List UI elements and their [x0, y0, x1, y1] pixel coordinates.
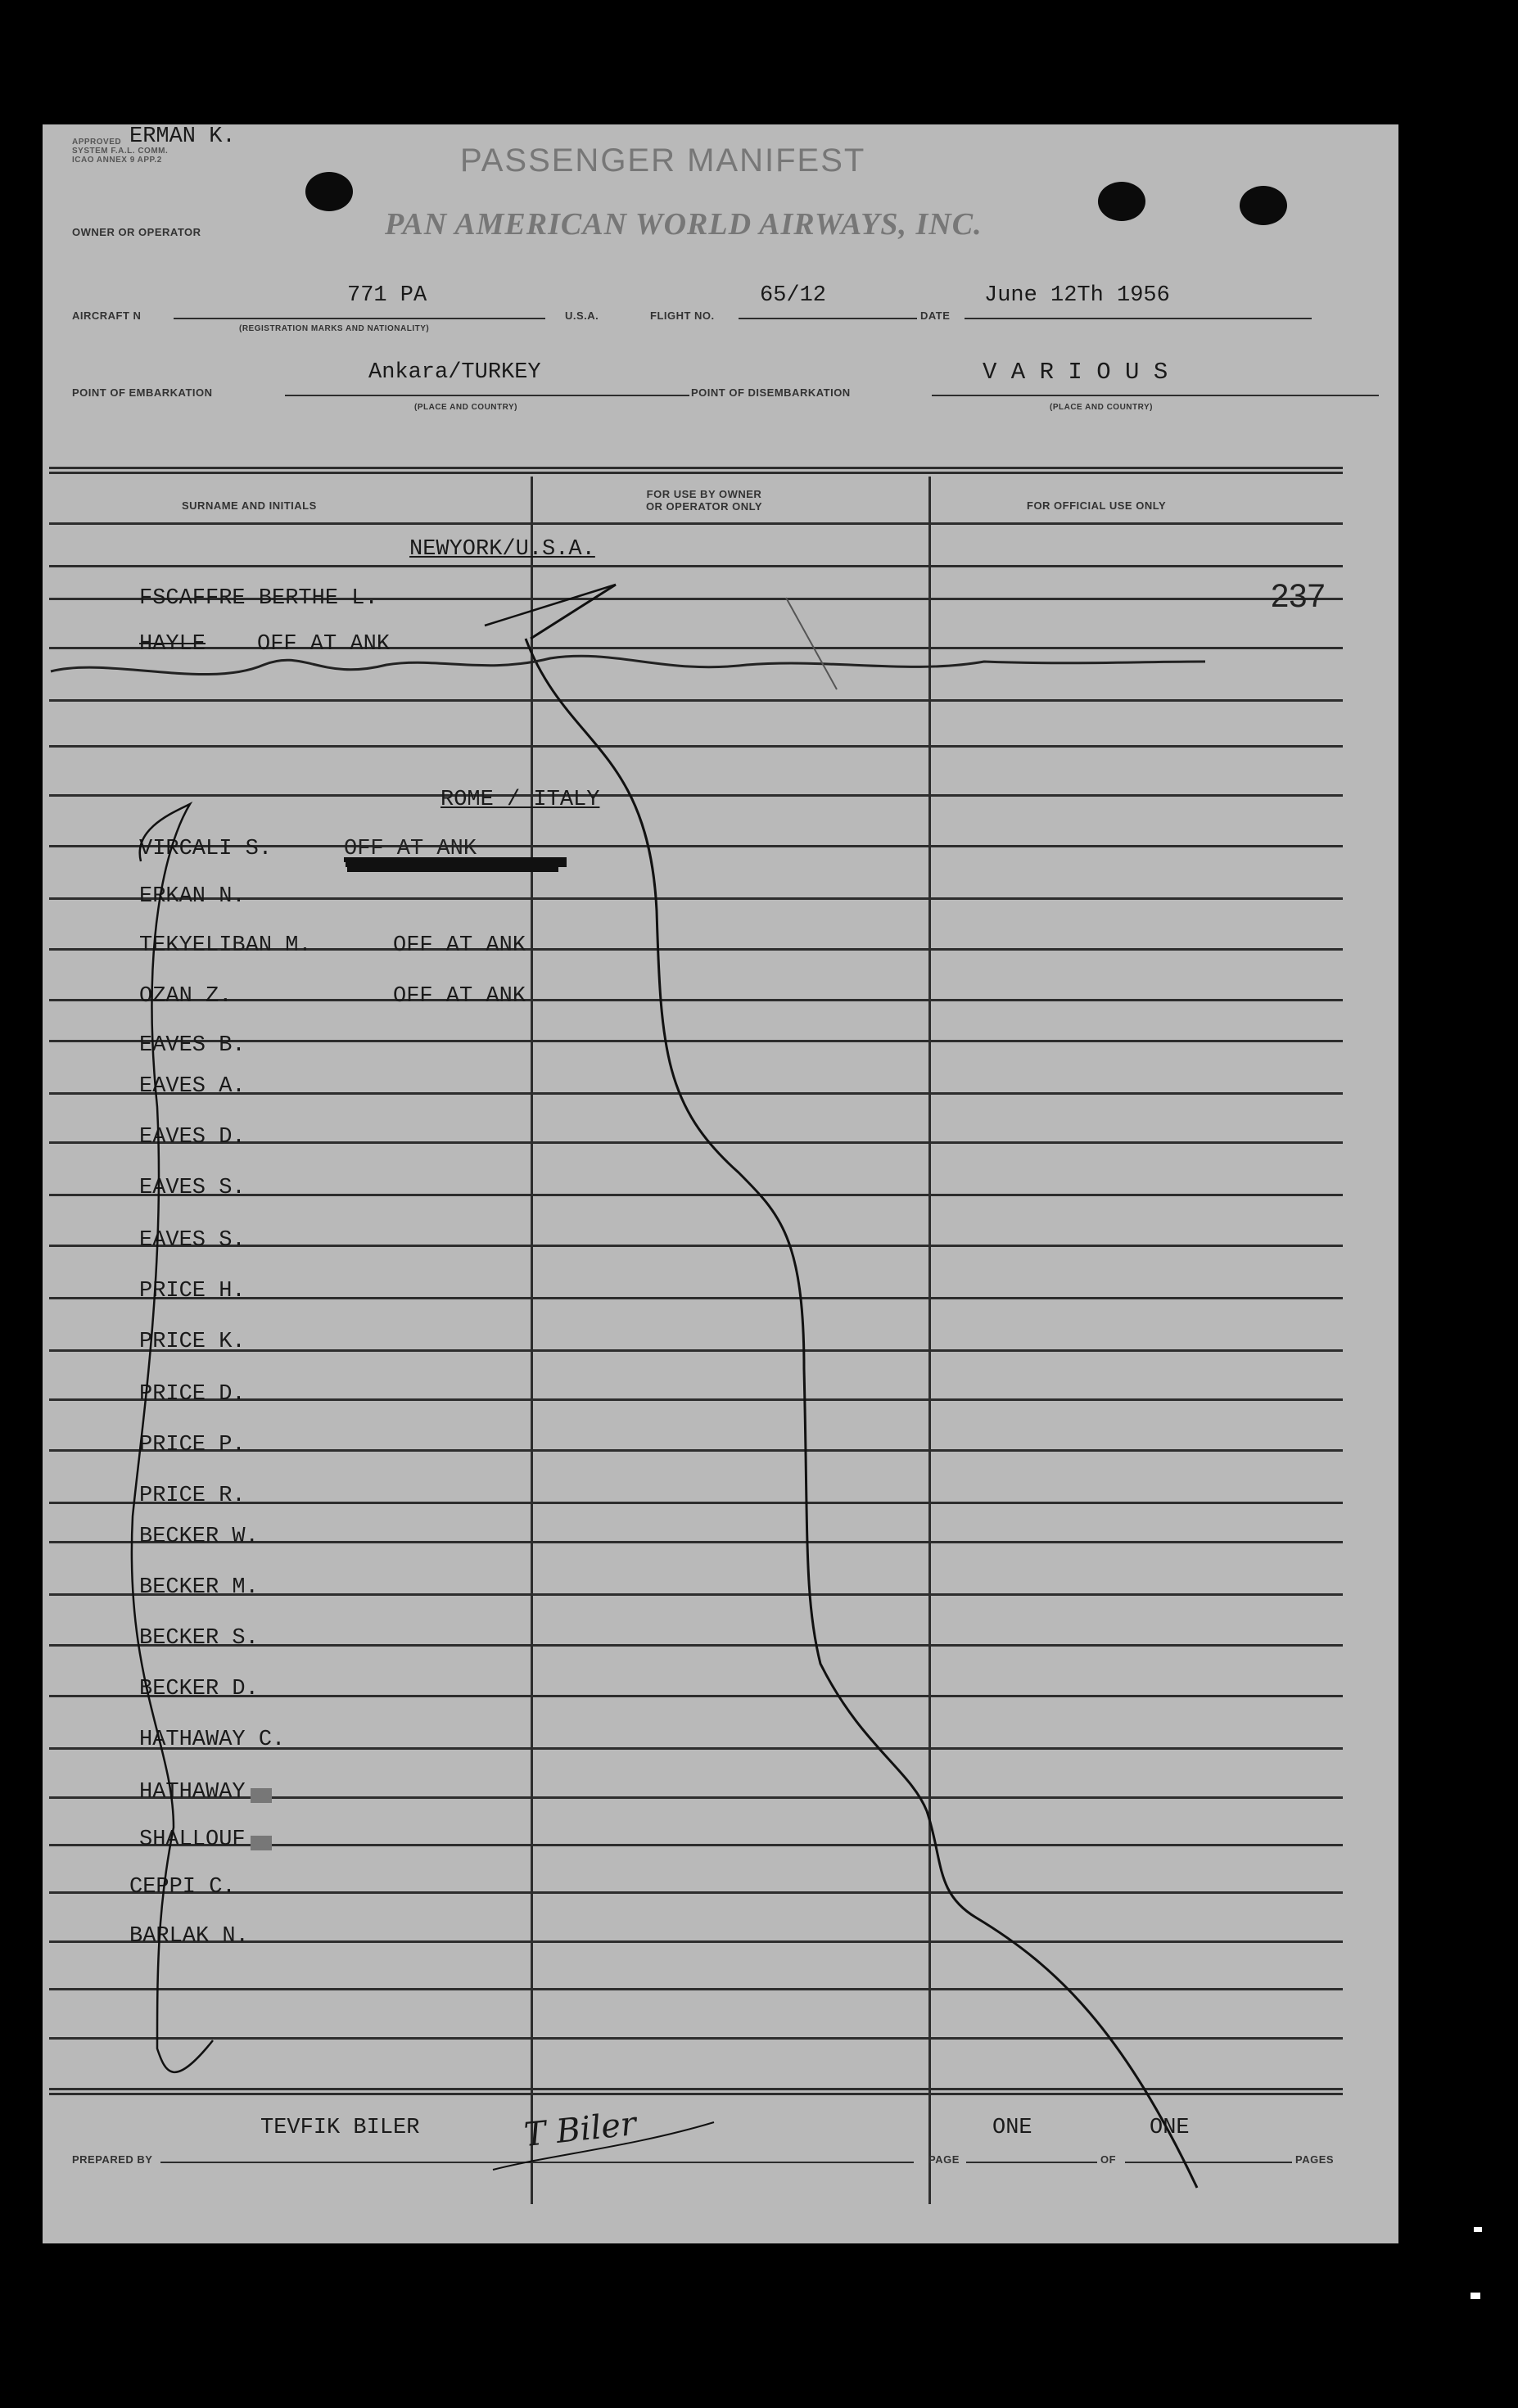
- page-total-value: ONE: [1150, 2116, 1190, 2140]
- strike-line: [51, 656, 1205, 674]
- date-label: DATE: [920, 309, 951, 322]
- operator-name: PAN AMERICAN WORLD AIRWAYS, INC.: [385, 207, 983, 242]
- official-number: 237: [1271, 578, 1326, 614]
- embark-label: POINT OF EMBARKATION: [72, 386, 213, 399]
- passenger-name: VIRCALI S.: [139, 837, 273, 861]
- embark-note: (PLACE AND COUNTRY): [414, 403, 517, 412]
- passenger-name: BECKER D.: [139, 1677, 259, 1701]
- disembark-value: V A R I O U S: [983, 359, 1168, 386]
- passenger-name: ERKAN N.: [139, 884, 246, 909]
- pen-line-long: [526, 639, 1197, 2188]
- passenger-note: OFF AT ANK: [257, 632, 391, 657]
- disembark-note: (PLACE AND COUNTRY): [1050, 403, 1153, 412]
- embark-value: Ankara/TURKEY: [368, 360, 541, 385]
- pen-line-branch: [485, 585, 616, 626]
- aircraft-label: AIRCRAFT N: [72, 309, 142, 322]
- passenger-name: PRICE D.: [139, 1382, 246, 1407]
- flight-label: FLIGHT NO.: [650, 309, 715, 322]
- manifest-sheet: [43, 124, 1398, 2243]
- usa-label: U.S.A.: [565, 309, 599, 322]
- passenger-name: CEPPI C.: [129, 1875, 236, 1900]
- passenger-name: BECKER S.: [139, 1626, 259, 1651]
- col-owner-header-line: OR OPERATOR ONLY: [645, 500, 763, 513]
- col-official-header: FOR OFFICIAL USE ONLY: [1027, 499, 1167, 512]
- passenger-name: EAVES B.: [139, 1033, 246, 1058]
- passenger-name: TEKYELIBAN M.: [139, 933, 312, 958]
- page-value: ONE: [992, 2116, 1032, 2140]
- passenger-name: PRICE H.: [139, 1279, 246, 1303]
- passenger-name: PRICE R.: [139, 1484, 246, 1508]
- passenger-name: PRICE K.: [139, 1330, 246, 1354]
- passenger-name: SHALLOUF: [139, 1827, 246, 1852]
- passenger-name: HATHAWAY C.: [139, 1728, 286, 1752]
- signature: T Biler: [522, 2104, 639, 2155]
- passenger-note: OFF AT ANK: [393, 933, 526, 958]
- prepared-by-label: PREPARED BY: [72, 2153, 153, 2166]
- approved-line: APPROVED: [72, 138, 122, 147]
- section-label: NEWYORK/U.S.A.: [409, 537, 595, 562]
- pen-line-branch: [531, 585, 616, 639]
- pen-scribble: [344, 860, 567, 870]
- edge-mark: [1471, 2293, 1480, 2299]
- pen-line-left: [132, 804, 213, 2072]
- signature-flourish: [493, 2122, 714, 2170]
- passenger-name: FSCAFFRE BERTHE L.: [139, 586, 378, 611]
- passenger-name: BECKER W.: [139, 1525, 259, 1549]
- pen-marks: [43, 124, 1398, 2243]
- aircraft-value: 771 PA: [347, 283, 427, 308]
- disembark-label: POINT OF DISEMBARKATION: [691, 386, 851, 399]
- col-surname-header: SURNAME AND INITIALS: [182, 499, 317, 512]
- passenger-name: EAVES S.: [139, 1228, 246, 1253]
- page-label: PAGE: [928, 2153, 960, 2166]
- passenger-name: EAVES D.: [139, 1125, 246, 1150]
- approved-line: ICAO ANNEX 9 APP.2: [72, 156, 162, 165]
- passenger-name: OZAN Z.: [139, 984, 233, 1009]
- approved-line: SYSTEM F.A.L. COMM.: [72, 147, 169, 156]
- pages-label: PAGES: [1295, 2153, 1335, 2166]
- date-value: June 12Th 1956: [984, 283, 1170, 308]
- passenger-name: BECKER M.: [139, 1575, 259, 1600]
- col-owner-header-line: FOR USE BY OWNER: [646, 488, 762, 500]
- passenger-name: BARLAK N.: [129, 1924, 249, 1949]
- page-title: PASSENGER MANIFEST: [460, 142, 866, 178]
- passenger-name: ERMAN K.: [129, 124, 236, 149]
- passenger-note: OFF AT ANK: [344, 837, 477, 861]
- passenger-name: HATHAWAY: [139, 1780, 246, 1805]
- prepared-by-value: TEVFIK BILER: [260, 2116, 420, 2140]
- flight-value: 65/12: [760, 283, 827, 308]
- of-label: OF: [1100, 2153, 1117, 2166]
- registration-note: (REGISTRATION MARKS AND NATIONALITY): [239, 324, 430, 333]
- passenger-name: PRICE P.: [139, 1433, 246, 1457]
- operator-label: OWNER OR OPERATOR: [72, 226, 201, 238]
- pen-tick: [786, 598, 837, 689]
- section-label: ROME / ITALY: [440, 788, 600, 812]
- passenger-name: EAVES S.: [139, 1176, 246, 1200]
- passenger-name: HAYLE: [139, 632, 206, 657]
- passenger-name: EAVES A.: [139, 1074, 246, 1099]
- edge-mark: [1474, 2227, 1482, 2232]
- passenger-note: OFF AT ANK: [393, 984, 526, 1009]
